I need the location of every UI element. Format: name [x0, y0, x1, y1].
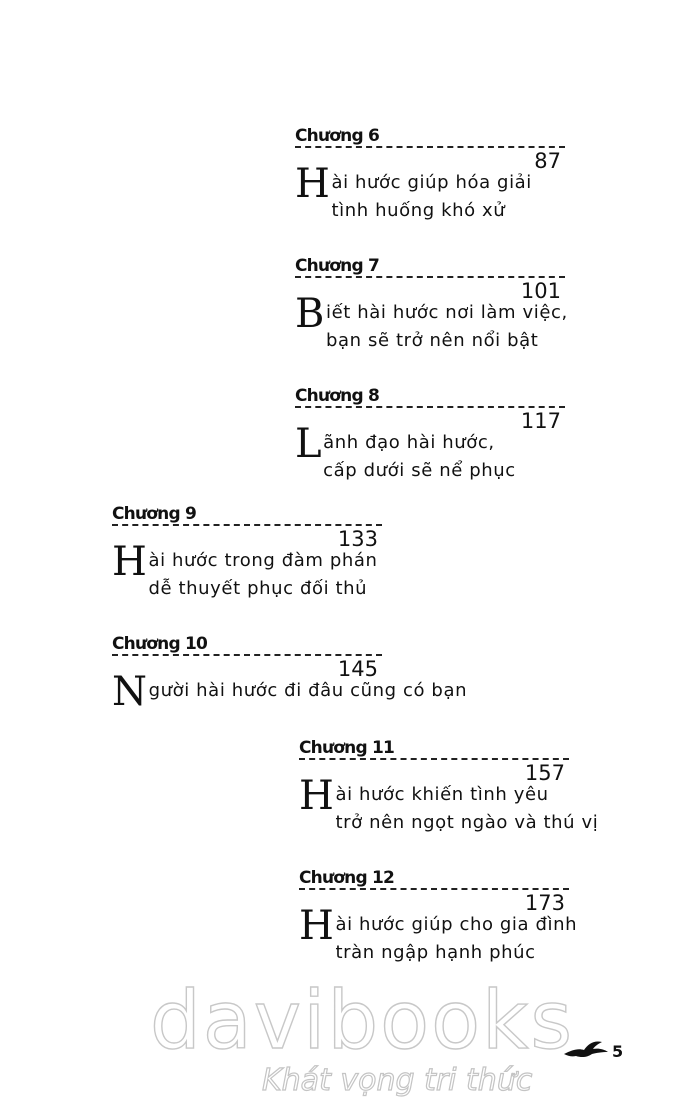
- chapter-12: [299, 868, 578, 967]
- chapter-label: Chương 11: [299, 738, 569, 760]
- chapter-page-number: 101: [520, 279, 561, 303]
- drop-cap: N: [112, 669, 148, 715]
- chapter-11: [299, 738, 599, 837]
- drop-cap: B: [295, 291, 325, 337]
- chapter-8: [295, 386, 565, 485]
- chapter-title-line-1: ài hước giúp hóa giải: [331, 172, 532, 193]
- chapter-page-number: 173: [524, 891, 565, 915]
- chapter-label: Chương 7: [295, 256, 565, 278]
- chapter-label: Chương 6: [295, 126, 565, 148]
- watermark-tagline: Khát vọng tri thức: [262, 1063, 533, 1098]
- chapter-page-number: 87: [534, 149, 561, 173]
- page-number: 5: [612, 1042, 624, 1061]
- chapter-9: [112, 504, 382, 603]
- bird-icon: [562, 1036, 610, 1066]
- chapter-title-line-2: cấp dưới sẽ nể phục: [323, 460, 516, 481]
- chapter-title-line-1: ãnh đạo hài hước,: [323, 432, 495, 453]
- chapter-label: Chương 9: [112, 504, 382, 526]
- watermark-brand: davibooks: [150, 974, 575, 1067]
- drop-cap: H: [112, 539, 148, 585]
- chapter-title-line-1: ài hước khiến tình yêu: [335, 784, 549, 805]
- chapter-title-line-1: gười hài hước đi đâu cũng có bạn: [148, 680, 468, 701]
- chapter-page-number: 145: [337, 657, 378, 681]
- drop-cap: H: [299, 903, 335, 949]
- chapter-title-line-2: dễ thuyết phục đối thủ: [148, 578, 368, 599]
- chapter-6: [295, 126, 565, 225]
- chapter-label: Chương 10: [112, 634, 382, 656]
- chapter-title-line-2: trở nên ngọt ngào và thú vị: [335, 812, 599, 833]
- drop-cap: H: [299, 773, 335, 819]
- chapter-10: [112, 634, 468, 715]
- chapter-title-line-1: iết hài hước nơi làm việc,: [326, 302, 568, 323]
- chapter-page-number: 133: [337, 527, 378, 551]
- drop-cap: H: [295, 161, 331, 207]
- chapter-label: Chương 8: [295, 386, 565, 408]
- chapter-title-line-1: ài hước giúp cho gia đình: [335, 914, 578, 935]
- chapter-title-line-2: tràn ngập hạnh phúc: [335, 942, 536, 963]
- chapter-label: Chương 12: [299, 868, 569, 890]
- chapter-page-number: 157: [524, 761, 565, 785]
- chapter-7: [295, 256, 568, 355]
- chapter-title-line-2: bạn sẽ trở nên nổi bật: [326, 330, 539, 351]
- chapter-title-line-1: ài hước trong đàm phán: [148, 550, 378, 571]
- chapter-page-number: 117: [520, 409, 561, 433]
- drop-cap: L: [295, 421, 323, 467]
- chapter-title-line-2: tình huống khó xử: [331, 200, 506, 221]
